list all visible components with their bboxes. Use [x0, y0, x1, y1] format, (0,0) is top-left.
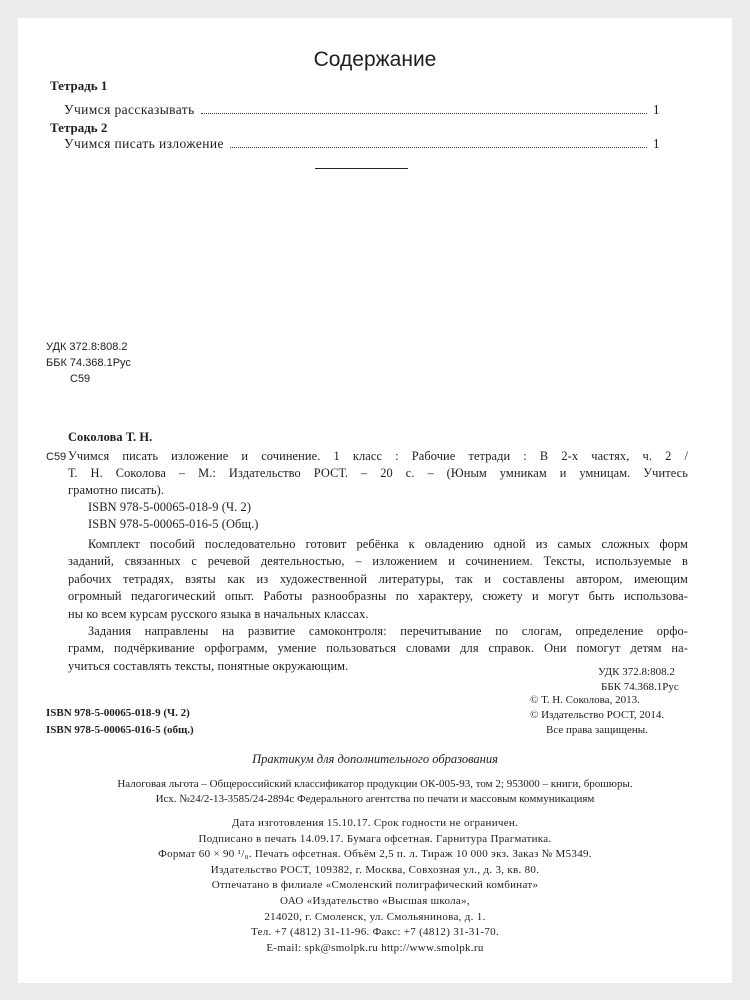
biblio-code: С59: [46, 451, 67, 463]
abstract-line: огромный педагогический опыт. Работы разнообразны по характеру, сюжету и могут быть использова-: [68, 589, 688, 604]
abstract-line: ны ко всем курсам русского языка в начальных классах.: [68, 606, 369, 621]
imprint-tax-line-2: Исх. №24/2-13-3585/24-2894с Федерального агентства по печати и массовым коммуникациям: [155, 793, 595, 805]
toc-entry-page: 1: [652, 136, 660, 151]
imprint-line: Формат 60 × 90 ¹/₈. Печать офсетная. Объём 2,5 п. л. Тираж 10 000 экз. Заказ № М5349.: [158, 848, 592, 861]
abstract-line: Комплект пособий последовательно готовит ребёнка к овладению одной из самых сложных форм: [88, 537, 688, 551]
footer-isbn-2: ISBN 978-5-00065-016-5 (общ.): [46, 724, 194, 736]
abstract-paragraph-1: [68, 536, 688, 675]
imprint-line: Отпечатано в филиале «Смоленский полиграфический комбинат»: [211, 879, 539, 892]
biblio-line-3: грамотно писать).: [68, 483, 165, 497]
biblio-author: Соколова Т. Н.: [68, 430, 153, 444]
abstract-udk: УДК 372.8:808.2: [598, 666, 675, 678]
toc-entry-2: [64, 136, 660, 152]
abstract-line: учиться составлять тексты, понятные окружающим.: [68, 658, 349, 673]
footer-isbn-1: ISBN 978-5-00065-018-9 (Ч. 2): [46, 707, 190, 719]
imprint-line: ОАО «Издательство «Высшая школа»,: [280, 894, 470, 907]
bbk-code: ББК 74.368.1Рус: [46, 357, 131, 369]
toc-entry-page: 1: [652, 102, 660, 117]
page: [18, 18, 732, 983]
abstract-line: Задания направлены на развитие самоконтроля: перечитывание по слогам, определение орфо-: [88, 624, 688, 639]
imprint-details: [18, 816, 732, 956]
toc-entry-label: Учимся писать изложение: [64, 136, 224, 151]
copyright-publisher: © Издательство РОСТ, 2014.: [530, 709, 665, 721]
biblio-isbn-2: ISBN 978-5-00065-016-5 (Общ.): [88, 517, 259, 531]
toc-heading-1: Тетрадь 1: [50, 78, 108, 93]
abstract-bbk: ББК 74.368.1Рус: [601, 681, 679, 693]
udk-code: УДК 372.8:808.2: [46, 341, 128, 353]
copyright-rights: Все права защищены.: [546, 724, 648, 736]
imprint-line: Дата изготовления 15.10.17. Срок годности не ограничен.: [231, 817, 519, 829]
abstract-line: заданий, связанных с речевой деятельностью, – изложением и сочинением. Тексты, используемые в: [68, 554, 688, 569]
imprint-line: 214020, г. Смоленск, ул. Смольянинова, д. 1.: [264, 910, 486, 923]
copyright-author: © Т. Н. Соколова, 2013.: [530, 694, 640, 706]
toc-leader-dots: [201, 113, 647, 114]
abstract-line: грамм, подчёркивание орфограмм, умение пользоваться словами для справок. Они помогут детям на-: [68, 641, 688, 656]
author-code: С59: [70, 373, 91, 385]
biblio-isbn-1: ISBN 978-5-00065-018-9 (Ч. 2): [88, 500, 252, 514]
toc-title: Содержание: [313, 48, 437, 71]
imprint-tax-line-1: Налоговая льгота – Общероссийский классификатор продукции ОК-005-93, том 2; 953000 – книги, брошюры.: [117, 778, 633, 790]
toc-divider: [315, 168, 408, 169]
toc-entry-label: Учимся рассказывать: [64, 102, 195, 117]
imprint-line: Подписано в печать 14.09.17. Бумага офсетная. Гарнитура Прагматика.: [198, 832, 552, 845]
imprint-line: Издательство РОСТ, 109382, г. Москва, Совхозная ул., д. 3, кв. 80.: [210, 863, 540, 876]
biblio-line-2: Т. Н. Соколова – М.: Издательство РОСТ. – 20 с. – (Юным умникам и умницам. Учитесь: [68, 466, 688, 480]
toc-entry-1: [64, 102, 660, 118]
toc-leader-dots: [230, 147, 647, 148]
imprint-line: Тел. +7 (4812) 31-11-96. Факс: +7 (4812) 31-31-70.: [250, 926, 500, 939]
toc-heading-2: Тетрадь 2: [50, 120, 108, 135]
imprint-category: Практикум для дополнительного образования: [252, 752, 498, 766]
biblio-line-1: Учимся писать изложение и сочинение. 1 класс : Рабочие тетради : В 2-х частях, ч. 2 /: [68, 449, 688, 463]
abstract-line: рабочих тетрадях, взяты как из художественной литературы, так и составлены автором, имеющим: [68, 571, 688, 586]
imprint-line: E-mail: spk@smolpk.ru http://www.smolpk.ru: [266, 941, 484, 954]
